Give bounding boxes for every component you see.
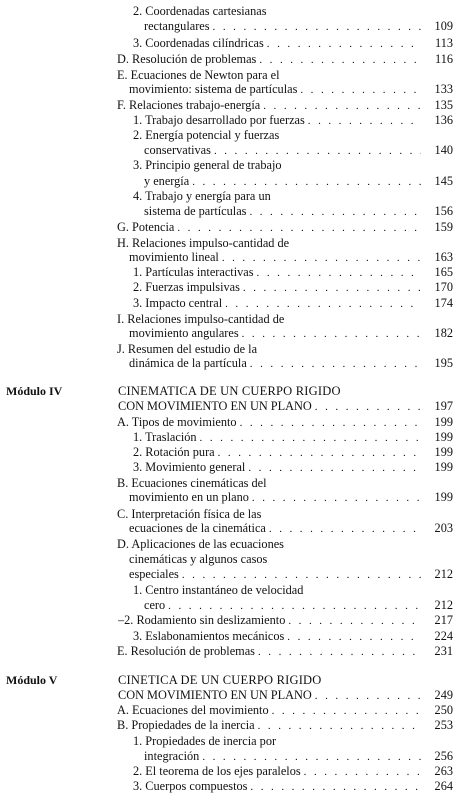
toc-line: 4. Trabajo y energía para un bbox=[133, 189, 271, 203]
toc-entry[interactable]: B. Propiedades de la inercia . . . 253 bbox=[117, 718, 453, 733]
toc-entry[interactable]: 1. Trabajo desarrollado por fuerzas . . . 136 bbox=[133, 113, 453, 128]
toc-entry[interactable]: movimiento lineal . . . 163 bbox=[129, 250, 453, 265]
toc-entry[interactable]: 3. Coordenadas cilíndricas . . . 113 bbox=[133, 36, 453, 51]
toc-entry[interactable]: integración . . . 256 bbox=[144, 749, 453, 764]
toc-line: 2. Energía potencial y fuerzas bbox=[133, 128, 280, 142]
toc-entry[interactable]: especiales . . . 212 bbox=[129, 567, 453, 582]
toc-line: cinemáticas y algunos casos bbox=[129, 552, 268, 566]
toc-entry[interactable]: – 2. Rodamiento sin deslizamiento . . . 217 bbox=[118, 613, 453, 628]
toc-entry[interactable]: movimiento angulares . . . 182 bbox=[129, 326, 453, 341]
toc-entry[interactable]: CON MOVIMIENTO EN UN PLANO . . . 197 bbox=[118, 399, 453, 414]
toc-entry[interactable]: cero . . . 212 bbox=[144, 598, 453, 613]
toc-entry[interactable]: dinámica de la partícula . . . 195 bbox=[129, 356, 453, 371]
toc-line: D. Aplicaciones de las ecuaciones bbox=[117, 537, 284, 551]
toc-entry[interactable]: 3. Movimiento general . . . 199 bbox=[133, 460, 453, 475]
toc-entry[interactable]: conservativas . . . 140 bbox=[144, 143, 453, 158]
toc-entry[interactable]: CON MOVIMIENTO EN UN PLANO . . . 249 bbox=[118, 688, 453, 703]
toc-entry[interactable]: movimiento en un plano . . . 199 bbox=[129, 490, 453, 505]
toc-line: H. Relaciones impulso-cantidad de bbox=[117, 236, 290, 250]
toc-line: 2. Coordenadas cartesianas bbox=[133, 4, 267, 18]
toc-entry[interactable]: ecuaciones de la cinemática . . . 203 bbox=[129, 521, 453, 536]
toc-entry[interactable]: 2. Fuerzas impulsivas . . . 170 bbox=[133, 280, 453, 295]
module-label: Módulo V bbox=[6, 673, 58, 687]
toc-entry[interactable]: y energía . . . 145 bbox=[144, 174, 453, 189]
toc-line: B. Ecuaciones cinemáticas del bbox=[117, 476, 267, 490]
toc-entry[interactable]: rectangulares . . . 109 bbox=[144, 19, 453, 34]
toc-entry[interactable]: 3. Eslabonamientos mecánicos . . . 224 bbox=[133, 629, 453, 644]
toc-entry[interactable]: D. Resolución de problemas . . . 116 bbox=[117, 52, 453, 67]
toc-line: 3. Principio general de trabajo bbox=[133, 158, 282, 172]
toc-line: 1. Propiedades de inercia por bbox=[133, 734, 277, 748]
module-title: CINETICA DE UN CUERPO RIGIDO bbox=[118, 673, 322, 687]
toc-entry[interactable]: F. Relaciones trabajo-energía . . . 135 bbox=[117, 98, 453, 113]
toc-entry[interactable]: sistema de partículas . . . 156 bbox=[144, 204, 453, 219]
toc-line: 1. Centro instantáneo de velocidad bbox=[133, 583, 304, 597]
toc-entry[interactable]: A. Ecuaciones del movimiento . . . 250 bbox=[117, 703, 453, 718]
toc-entry[interactable]: 2. Rotación pura . . . 199 bbox=[133, 445, 453, 460]
toc-line: C. Interpretación física de las bbox=[117, 507, 262, 521]
toc-entry[interactable]: 2. El teorema de los ejes paralelos . . . 263 bbox=[133, 764, 453, 779]
module-label: Módulo IV bbox=[6, 384, 63, 398]
toc-entry[interactable]: 1. Traslación . . . 199 bbox=[133, 430, 453, 445]
toc-entry[interactable]: movimiento: sistema de partículas . . . 133 bbox=[129, 82, 453, 97]
toc-entry[interactable]: 3. Impacto central . . . 174 bbox=[133, 296, 453, 311]
toc-entry[interactable]: G. Potencia . . . 159 bbox=[117, 220, 453, 235]
toc-entry[interactable]: E. Resolución de problemas . . . 231 bbox=[117, 644, 453, 659]
toc-line: I. Relaciones impulso-cantidad de bbox=[117, 312, 285, 326]
module-title: CINEMATICA DE UN CUERPO RIGIDO bbox=[118, 384, 341, 398]
toc-entry[interactable]: A. Tipos de movimiento . . . 199 bbox=[117, 415, 453, 430]
toc-line: J. Resumen del estudio de la bbox=[117, 342, 258, 356]
toc-entry[interactable]: 1. Partículas interactivas . . . 165 bbox=[133, 265, 453, 280]
toc-entry[interactable]: 3. Cuerpos compuestos . . . 264 bbox=[133, 779, 453, 794]
toc-line: E. Ecuaciones de Newton para el bbox=[117, 68, 280, 82]
